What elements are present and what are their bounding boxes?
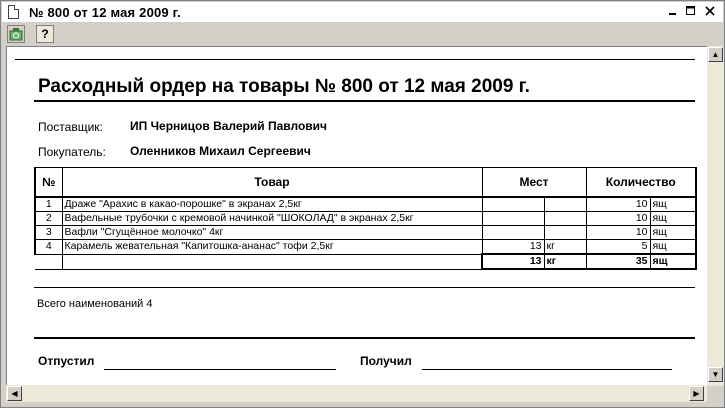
maximize-icon (686, 6, 696, 16)
col-places-header: Мест (482, 168, 586, 198)
vertical-scrollbar[interactable] (707, 46, 724, 386)
row-qty: 10 (586, 212, 650, 226)
email-icon (9, 27, 23, 41)
total-qty: 35 (586, 254, 650, 269)
table-row (35, 226, 696, 240)
row-num: 1 (35, 197, 62, 212)
items-count-summary: Всего наименований 4 (37, 298, 153, 310)
minimize-icon (668, 6, 678, 16)
row-places-unit (544, 197, 586, 212)
supplier-label: Поставщик: (38, 120, 103, 134)
items-table (34, 167, 697, 270)
minimize-button[interactable] (665, 5, 681, 19)
row-places (482, 212, 544, 226)
row-num: 2 (35, 212, 62, 226)
supplier-value: ИП Черницов Валерий Павлович (130, 119, 327, 133)
maximize-button[interactable] (683, 5, 699, 19)
table-row (35, 197, 696, 212)
row-places-unit: кг (544, 240, 586, 255)
row-qty: 5 (586, 240, 650, 255)
page-edge (15, 59, 695, 60)
row-product: Вафельные трубочки с кремовой начинкой "ШОКОЛАД" в экранах 2,5кг (62, 212, 482, 226)
received-signature-line (422, 369, 672, 370)
row-qty-unit: ящ (650, 197, 696, 212)
row-qty: 10 (586, 197, 650, 212)
row-places (482, 226, 544, 240)
table-row (35, 212, 696, 226)
row-qty-unit: ящ (650, 240, 696, 255)
window-title: № 800 от 12 мая 2009 г. (29, 5, 181, 20)
row-qty-unit: ящ (650, 226, 696, 240)
close-button[interactable] (702, 5, 718, 19)
buyer-label: Покупатель: (38, 145, 106, 159)
table-header (35, 168, 696, 198)
divider-thick (34, 337, 695, 339)
row-places (482, 197, 544, 212)
table-row (35, 240, 696, 255)
total-places-unit: кг (544, 254, 586, 269)
close-icon (705, 6, 715, 16)
col-product-header: Товар (62, 168, 482, 198)
email-send-button[interactable] (7, 25, 25, 43)
col-num-header: № (35, 168, 62, 198)
received-label: Получил (360, 354, 412, 368)
scroll-up-button[interactable]: ▲ (708, 47, 723, 62)
document-icon (8, 5, 19, 19)
document-title: Расходный ордер на товары № 800 от 12 мая 2009 г. (38, 76, 530, 97)
row-places-unit (544, 212, 586, 226)
horizontal-scrollbar[interactable] (6, 385, 707, 402)
total-places: 13 (482, 254, 544, 269)
scroll-down-button[interactable]: ▼ (708, 367, 723, 382)
help-button[interactable]: ? (36, 25, 54, 43)
row-places-unit (544, 226, 586, 240)
row-product: Драже "Арахис в какао-порошке" в экранах 2,5кг (62, 197, 482, 212)
row-qty: 10 (586, 226, 650, 240)
row-product: Карамель жевательная "Капитошка-ананас" тофи 2,5кг (62, 240, 482, 255)
row-num: 4 (35, 240, 62, 255)
row-qty-unit: ящ (650, 212, 696, 226)
row-num: 3 (35, 226, 62, 240)
scroll-left-button[interactable]: ◀ (7, 386, 22, 401)
scroll-right-button[interactable]: ▶ (689, 386, 704, 401)
row-product: Вафли "Сгущённое молочко" 4кг (62, 226, 482, 240)
totals-row (35, 254, 696, 269)
title-bar[interactable] (2, 2, 723, 22)
title-underline (34, 100, 695, 102)
released-label: Отпустил (38, 354, 95, 368)
row-places: 13 (482, 240, 544, 255)
report-area (6, 46, 708, 386)
col-qty-header: Количество (586, 168, 696, 198)
divider (34, 287, 695, 288)
buyer-value: Оленников Михаил Сергеевич (130, 144, 311, 158)
total-qty-unit: ящ (650, 254, 696, 269)
toolbar (2, 23, 723, 45)
released-signature-line (104, 369, 336, 370)
